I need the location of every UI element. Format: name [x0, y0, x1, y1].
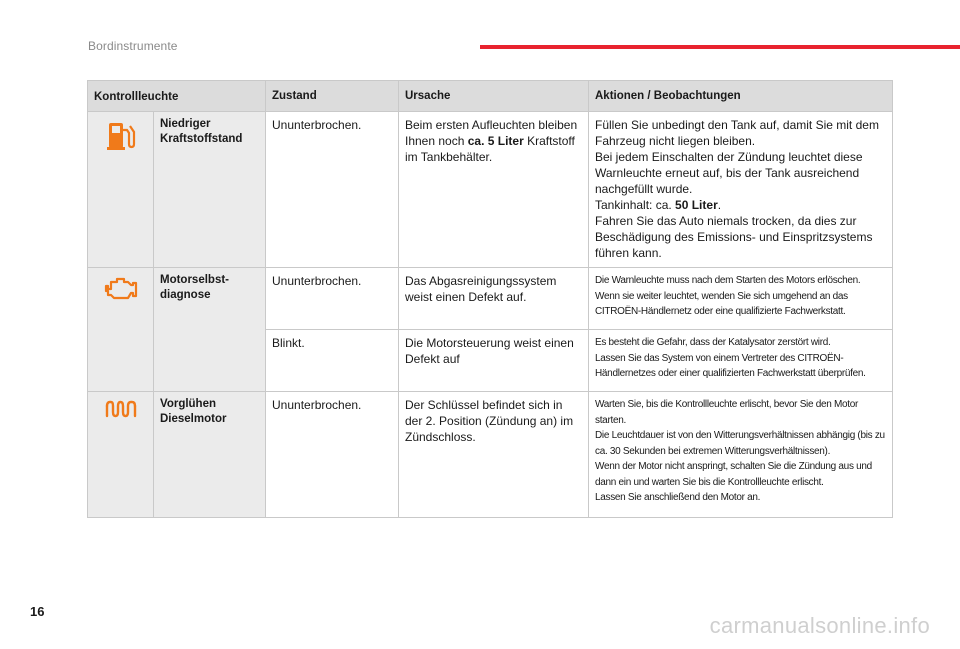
header-accent-bar: [480, 45, 960, 49]
column-header-zustand: Zustand: [266, 81, 399, 112]
zustand-cell: Ununterbrochen.: [266, 392, 399, 518]
icon-cell: [88, 112, 154, 268]
column-header-aktionen: Aktionen / Beobachtungen: [589, 81, 893, 112]
aktionen-cell: Füllen Sie unbedingt den Tank auf, damit Sie mit dem Fahrzeug nicht liegen bleiben. Bei jedem Einschalten der Zündung leuchtet diese Warnleuchte erneut auf, bis der Tank ausreichend nachgefüllt wurde. Tankinhalt: ca. 50 Liter. Fahren Sie das Auto niemals trocken, da dies zur Beschädigung des Emissions- und Einspritzsystems führen kann.: [589, 112, 893, 268]
warning-light-name: Niedriger Kraftstoffstand: [154, 112, 266, 268]
section-title: Bordinstrumente: [88, 39, 178, 53]
page-number: 16: [30, 604, 45, 619]
warning-light-name: Motorselbst- diagnose: [154, 268, 266, 392]
table-header-row: [88, 81, 893, 112]
glow-plug-icon: [104, 400, 138, 425]
aktionen-cell: Es besteht die Gefahr, dass der Katalysator zerstört wird. Lassen Sie das System von einem Vertreter des CITROËN-Händlernetzes oder einer qualifizierten Fachwerkstatt überprüfen.: [589, 330, 893, 392]
fuel-pump-icon: [106, 120, 136, 157]
engine-icon: [104, 276, 138, 307]
ursache-cell: Die Motorsteuerung weist einen Defekt auf: [399, 330, 589, 392]
icon-cell: [88, 392, 154, 518]
watermark: carmanualsonline.info: [709, 613, 930, 638]
zustand-cell: Ununterbrochen.: [266, 112, 399, 268]
column-header-kontrollleuchte: Kontrollleuchte: [88, 81, 266, 112]
ursache-cell: Das Abgasreinigungssystem weist einen Defekt auf.: [399, 268, 589, 330]
warning-lights-table: [87, 80, 893, 518]
aktionen-cell: Warten Sie, bis die Kontrollleuchte erlischt, bevor Sie den Motor starten. Die Leuchtdauer ist von den Witterungsverhältnissen abhängig (bis zu ca. 30 Sekunden bei extremen Witterungsverhältnissen). Wenn der Motor nicht anspringt, schalten Sie die Zündung aus und dann ein und warten Sie bis die Kontrollleuchte erlischt. Lassen Sie anschließend den Motor an.: [589, 392, 893, 518]
table-row: [88, 392, 893, 518]
zustand-cell: Blinkt.: [266, 330, 399, 392]
icon-cell: [88, 268, 154, 392]
zustand-cell: Ununterbrochen.: [266, 268, 399, 330]
warning-light-name: Vorglühen Dieselmotor: [154, 392, 266, 518]
aktionen-cell: Die Warnleuchte muss nach dem Starten des Motors erlöschen. Wenn sie weiter leuchtet, wenden Sie sich umgehend an das CITROËN-Händlernetz oder eine qualifizierte Fachwerkstatt.: [589, 268, 893, 330]
column-header-ursache: Ursache: [399, 81, 589, 112]
ursache-cell: Der Schlüssel befindet sich in der 2. Position (Zündung an) im Zündschloss.: [399, 392, 589, 518]
ursache-cell: Beim ersten Aufleuchten bleiben Ihnen noch ca. 5 Liter Kraftstoff im Tankbehälter.: [399, 112, 589, 268]
table-row: [88, 268, 893, 330]
table-row: [88, 112, 893, 268]
